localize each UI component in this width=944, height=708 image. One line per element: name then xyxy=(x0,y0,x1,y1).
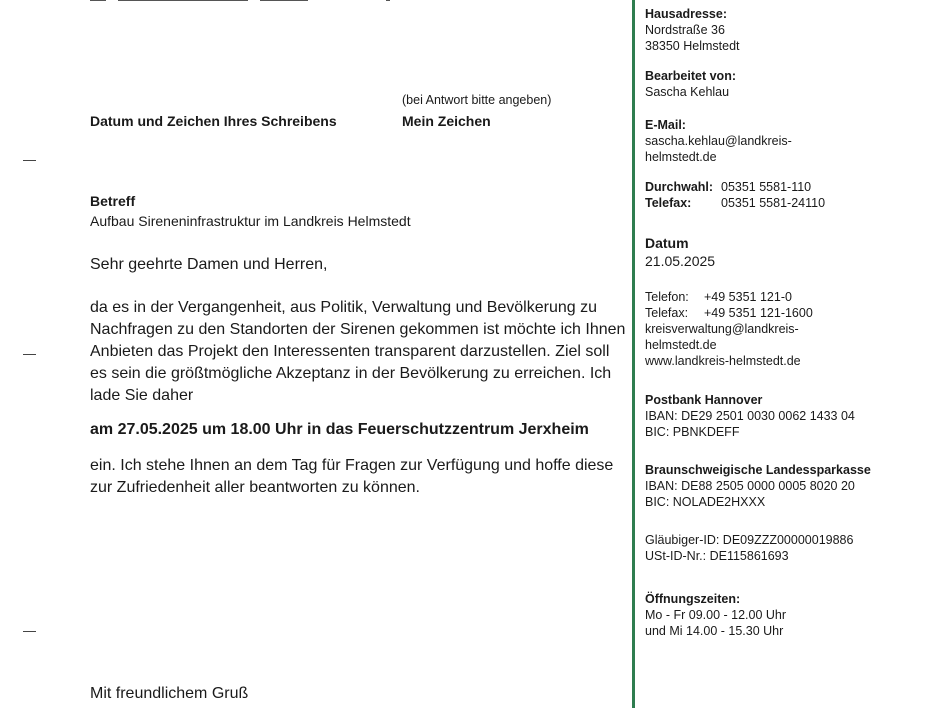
body-line: es sein die größtmögliche Akzeptanz in der Bevölkerung zu erreichen. Ich xyxy=(90,365,612,382)
sidebar-date xyxy=(645,234,715,270)
sidebar-ids xyxy=(645,532,853,564)
opening-hours-label: Öffnungszeiten: xyxy=(645,592,741,606)
bank-iban: IBAN: DE88 2505 0000 0005 8020 20 xyxy=(645,479,855,493)
date-label: Datum xyxy=(645,235,689,251)
sidebar-divider xyxy=(632,0,635,708)
sidebar-handled-by xyxy=(645,68,736,100)
email-address-cont[interactable]: helmstedt.de xyxy=(645,150,717,164)
closing-line: ein. Ich stehe Ihnen an dem Tag für Fragen zur Verfügung und hoffe diese xyxy=(90,457,614,474)
direct-dial-value: 05351 5581-110 xyxy=(721,180,812,194)
fax-label: Telefax: xyxy=(645,196,692,210)
bank-bic: BIC: NOLADE2HXXX xyxy=(645,495,766,509)
sidebar-opening-hours xyxy=(645,591,786,639)
website-link[interactable]: www.landkreis-helmstedt.de xyxy=(645,354,801,368)
vat-id: USt-ID-Nr.: DE115861693 xyxy=(645,549,789,563)
my-reference-label: Mein Zeichen xyxy=(402,113,491,129)
bank-name: Braunschweigische Landessparkasse xyxy=(645,463,871,477)
body-line: Anbieten das Projekt den Interessenten transparent darzustellen. Ziel soll xyxy=(90,343,610,360)
address-line: Nordstraße 36 xyxy=(645,23,725,37)
punch-mark xyxy=(23,354,36,355)
sidebar-bank-1 xyxy=(645,392,855,440)
subject-label: Betreff xyxy=(90,193,136,209)
fold-mark-bottom xyxy=(23,631,36,632)
address-label: Hausadresse: xyxy=(645,7,727,21)
your-reference-label: Datum und Zeichen Ihres Schreibens xyxy=(90,113,337,129)
greeting: Mit freundlichem Gruß xyxy=(90,685,249,702)
clipped-top-text xyxy=(90,0,390,2)
email-label: E-Mail: xyxy=(645,118,686,132)
fax-value: 05351 5581-24110 xyxy=(721,196,826,210)
body-line: lade Sie daher xyxy=(90,387,194,404)
creditor-id: Gläubiger-ID: DE09ZZZ00000019886 xyxy=(645,533,854,547)
bank-name: Postbank Hannover xyxy=(645,393,763,407)
event-highlight: am 27.05.2025 um 18.00 Uhr in das Feuerschutzzentrum Jerxheim xyxy=(90,421,589,438)
general-email[interactable]: kreisverwaltung@landkreis- xyxy=(645,322,799,336)
sidebar-email xyxy=(645,117,792,165)
phone-value: +49 5351 121-0 xyxy=(704,290,792,304)
subject-text: Aufbau Sireneninfrastruktur im Landkreis Helmstedt xyxy=(90,213,411,229)
phone-label: Telefon: xyxy=(645,290,689,304)
sidebar-general-contact xyxy=(645,289,813,369)
fold-mark-top xyxy=(23,160,36,161)
sidebar-bank-2 xyxy=(645,462,871,510)
body-line: Nachfragen zu den Standorten der Sirenen gekommen ist möchte ich Ihnen xyxy=(90,321,626,338)
email-address[interactable]: sascha.kehlau@landkreis- xyxy=(645,134,792,148)
general-email-cont[interactable]: helmstedt.de xyxy=(645,338,717,352)
opening-hours-line: und Mi 14.00 - 15.30 Uhr xyxy=(645,624,784,638)
address-line: 38350 Helmstedt xyxy=(645,39,740,53)
closing-line: zur Zufriedenheit aller beantworten zu können. xyxy=(90,479,420,496)
opening-hours-line: Mo - Fr 09.00 - 12.00 Uhr xyxy=(645,608,787,622)
body-line: da es in der Vergangenheit, aus Politik, Verwaltung und Bevölkerung zu xyxy=(90,299,597,316)
handled-by-label: Bearbeitet von: xyxy=(645,69,736,83)
general-fax-value: +49 5351 121-1600 xyxy=(704,306,813,320)
reply-hint: (bei Antwort bitte angeben) xyxy=(402,93,552,107)
handled-by-name: Sascha Kehlau xyxy=(645,85,730,99)
general-fax-label: Telefax: xyxy=(645,306,689,320)
bank-bic: BIC: PBNKDEFF xyxy=(645,425,740,439)
date-value: 21.05.2025 xyxy=(645,253,716,269)
bank-iban: IBAN: DE29 2501 0030 0062 1433 04 xyxy=(645,409,855,423)
sidebar-phone xyxy=(645,179,825,211)
sidebar-address xyxy=(645,6,740,54)
direct-dial-label: Durchwahl: xyxy=(645,180,714,194)
salutation: Sehr geehrte Damen und Herren, xyxy=(90,256,328,273)
